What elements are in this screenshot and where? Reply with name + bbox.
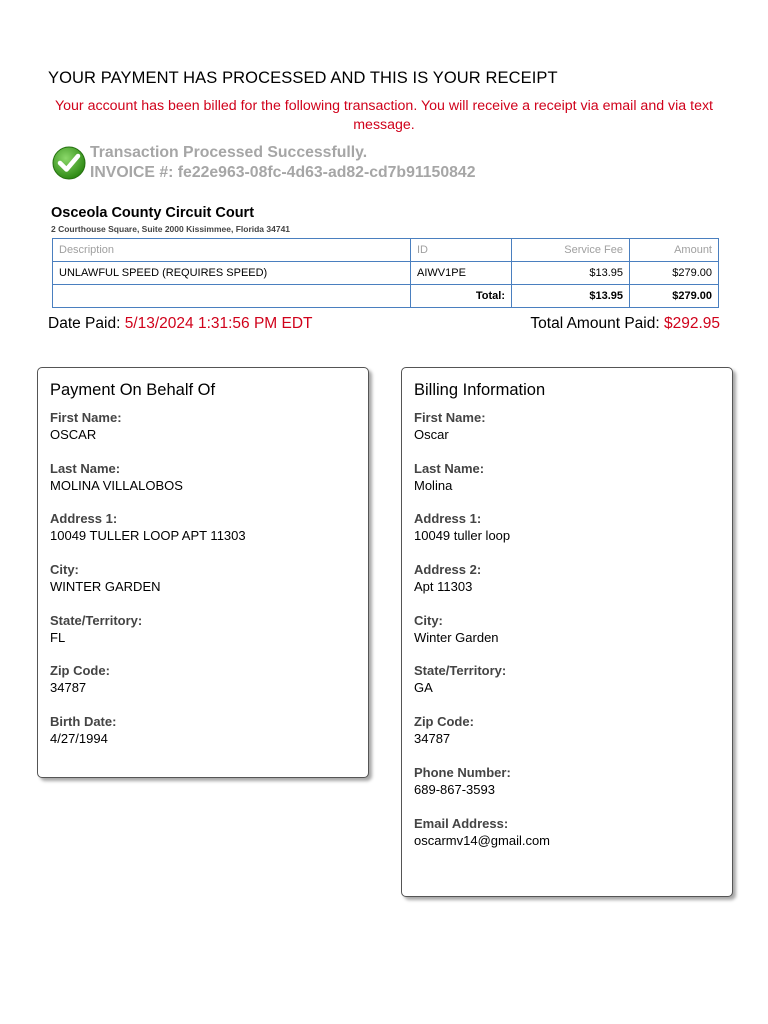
field-city [50, 561, 246, 612]
field-value: oscarmv14@gmail.com [414, 832, 551, 848]
field-label: Last Name: [50, 460, 121, 476]
row-description: UNLAWFUL SPEED (REQUIRES SPEED) [53, 262, 411, 285]
date-paid-label: Date Paid: [48, 315, 125, 332]
table-header-row [53, 239, 719, 262]
field-value: GA [414, 680, 433, 696]
field-value: MOLINA VILLALOBOS [50, 477, 183, 493]
field-value: 34787 [414, 731, 451, 747]
field-label: City: [414, 612, 443, 628]
field-label: Address 2: [414, 562, 482, 578]
field-value: Molina [414, 477, 453, 493]
row-service-fee: $13.95 [512, 262, 630, 285]
header-service-fee: Service Fee [512, 239, 630, 262]
field-address-1 [50, 510, 246, 561]
check-icon [52, 146, 86, 180]
field-label: State/Territory: [50, 612, 143, 628]
row-id: AIWV1PE [411, 262, 512, 285]
field-label: Address 1: [50, 511, 118, 527]
transaction-status [90, 143, 476, 183]
field-label: Zip Code: [50, 663, 110, 679]
total-amount: $279.00 [630, 285, 719, 308]
field-first-name [50, 409, 246, 460]
field-label: Address 1: [414, 511, 482, 527]
table-total-row [53, 285, 719, 308]
field-first-name [414, 409, 550, 460]
transaction-table [52, 238, 719, 308]
total-paid-value: $292.95 [663, 315, 720, 332]
field-last-name [414, 460, 550, 511]
field-label: State/Territory: [414, 663, 507, 679]
field-address-2 [414, 561, 550, 612]
field-state [414, 662, 550, 713]
total-empty-cell [53, 285, 411, 308]
field-value: 10049 TULLER LOOP APT 11303 [50, 528, 246, 544]
header-description: Description [53, 239, 411, 262]
field-value: 4/27/1994 [50, 731, 108, 747]
billing-information-card [401, 367, 733, 897]
billing-notice: Your account has been billed for the following transaction. You will receive a receipt via email and via text message. [54, 98, 713, 133]
field-value: 689-867-3593 [414, 781, 495, 797]
payment-on-behalf-card [37, 367, 369, 778]
field-last-name [50, 460, 246, 511]
field-address-1 [414, 510, 550, 561]
field-zip-code [414, 713, 550, 764]
row-amount: $279.00 [630, 262, 719, 285]
field-state [50, 612, 246, 663]
field-label: Last Name: [414, 460, 485, 476]
card-title: Payment On Behalf Of [50, 381, 216, 399]
field-label: Email Address: [414, 815, 509, 831]
total-amount-paid [530, 315, 720, 333]
header-amount: Amount [630, 239, 719, 262]
field-value: 10049 tuller loop [414, 528, 511, 544]
field-birth-date [50, 713, 246, 764]
court-address: 2 Courthouse Square, Suite 2000 Kissimmee, Florida 34741 [51, 224, 291, 234]
field-label: Phone Number: [414, 764, 511, 780]
header-id: ID [411, 239, 512, 262]
field-label: Birth Date: [50, 714, 117, 730]
field-phone-number [414, 764, 550, 815]
field-value: OSCAR [50, 427, 97, 442]
field-city [414, 612, 550, 663]
field-value: 34787 [50, 680, 87, 696]
field-email-address [414, 815, 550, 866]
court-name: Osceola County Circuit Court [51, 205, 255, 221]
field-value: Winter Garden [414, 629, 499, 645]
date-paid-value: 5/13/2024 1:31:56 PM EDT [124, 315, 313, 332]
total-paid-label: Total Amount Paid: [530, 315, 664, 332]
field-value: WINTER GARDEN [50, 579, 161, 595]
field-label: First Name: [414, 410, 486, 425]
date-paid [48, 315, 313, 333]
receipt-heading: YOUR PAYMENT HAS PROCESSED AND THIS IS YOUR RECEIPT [48, 69, 558, 87]
card-title: Billing Information [414, 381, 546, 399]
total-fee: $13.95 [512, 285, 630, 308]
field-label: Zip Code: [414, 714, 474, 730]
field-value: Oscar [414, 427, 449, 442]
field-value: FL [50, 629, 66, 645]
field-label: First Name: [50, 410, 122, 425]
field-value: Apt 11303 [414, 579, 473, 595]
total-label: Total: [411, 285, 512, 308]
field-label: City: [50, 562, 79, 578]
status-message: Transaction Processed Successfully. [90, 144, 368, 161]
invoice-number: INVOICE #: fe22e963-08fc-4d63-ad82-cd7b91150842 [90, 164, 476, 181]
field-zip-code [50, 662, 246, 713]
table-row [53, 262, 719, 285]
